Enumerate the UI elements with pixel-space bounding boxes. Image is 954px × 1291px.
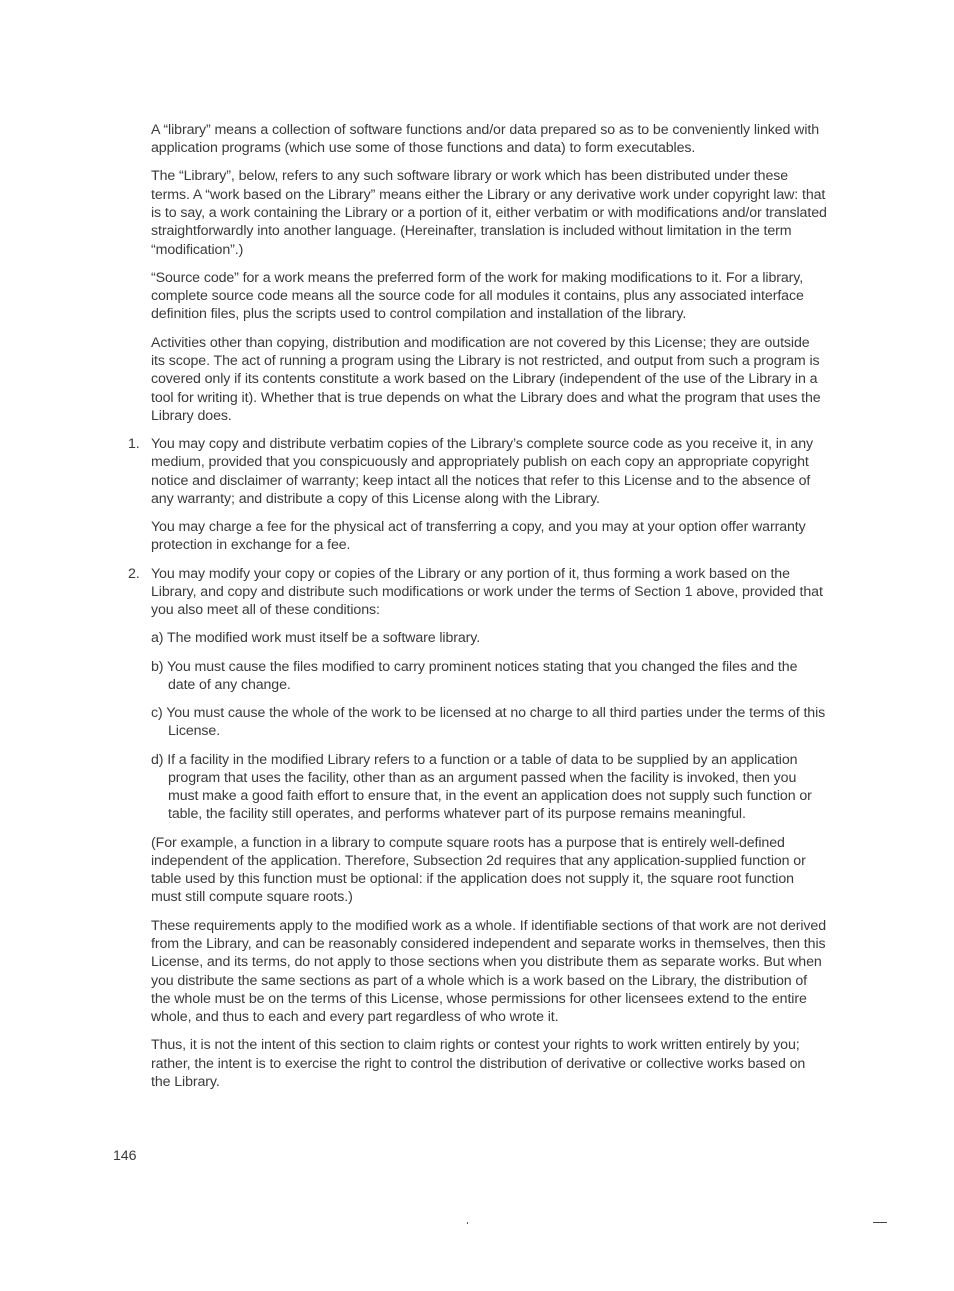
- section-2-intent: Thus, it is not the intent of this section to claim rights or contest your rights to work written entirely by you; rather, the intent is to exercise the right to control the distribution of derivative or collective works based on the Library.: [151, 1037, 806, 1090]
- condition-d: d) If a facility in the modified Library refers to a function or a table of data to be supplied by an application program that uses the facility, other than as an argument passed when the facility is invoked, then you must make a good faith effort to ensure that, in the event an application does not supply such function or table, the facility still operates, and performs whatever part of its purpose remains meaningful.: [151, 751, 812, 823]
- section-1: [128, 435, 827, 555]
- section-2-example: (For example, a function in a library to compute square roots has a purpose that is entirely well-defined independent of the application. Therefore, Subsection 2d requires that any application-supplied function or table used by this function must be optional: if the application does not supply it, the square root function must still compute square roots.): [151, 834, 806, 906]
- section-2-number: 2.: [128, 565, 140, 582]
- paragraph-source-code: “Source code” for a work means the preferred form of the work for making modifications to it. For a library, complete source code means all the source code for all modules it contains, plus any associated interface definition files, plus the scripts used to control compilation and installation of the library.: [151, 269, 804, 323]
- section-1-text: You may copy and distribute verbatim copies of the Library’s complete source code as you receive it, in any medium, provided that you conspicuously and appropriately publish on each copy an appropriate copyright notice and disclaimer of warranty; keep intact all the notices that refer to this License and to the absence of any warranty; and distribute a copy of this License along with the Library.: [151, 436, 813, 507]
- crop-mark-line: [873, 1222, 887, 1223]
- condition-c: c) You must cause the whole of the work to be licensed at no charge to all third parties under the terms of this License.: [151, 705, 826, 740]
- condition-b: b) You must cause the files modified to carry prominent notices stating that you changed the files and the date of any change.: [151, 658, 798, 693]
- page-content: [128, 121, 827, 1101]
- section-2-requirements: These requirements apply to the modified work as a whole. If identifiable sections of that work are not derived from the Library, and can be reasonably considered independent and separate works in themselves, then this License, and its terms, do not apply to those sections when you distribute them as separate works. But when you distribute the same sections as part of a whole which is a work based on the Library, the distribution of the whole must be on the terms of this License, whose permissions for other licensees extend to the entire whole, and thus to each and every part regardless of who wrote it.: [151, 917, 826, 1026]
- section-1-followup: You may charge a fee for the physical act of transferring a copy, and you may at your option offer warranty protection in exchange for a fee.: [151, 519, 806, 554]
- section-1-number: 1.: [128, 436, 140, 453]
- paragraph-activities: Activities other than copying, distribution and modification are not covered by this License; they are outside its scope. The act of running a program using the Library is not restricted, and output from such a program is covered only if its contents constitute a work based on the Library (independent of the use of the Library in a tool for writing it). Whether that is true depends on what the Library does and what the program that uses the Library does.: [151, 334, 821, 424]
- section-2: [128, 565, 827, 1092]
- section-2-text: You may modify your copy or copies of the Library or any portion of it, thus forming a work based on the Library, and copy and distribute such modifications or work under the terms of Section 1 above, provided that you also meet all of these conditions:: [151, 565, 823, 619]
- crop-mark-dot: [467, 1222, 468, 1224]
- condition-a: a) The modified work must itself be a software library.: [151, 630, 481, 647]
- page-number: 146: [113, 1148, 137, 1164]
- paragraph-library-terms: The “Library”, below, refers to any such software library or work which has been distributed under these terms. A “work based on the Library” means either the Library or any derivative work under copyright law: that is to say, a work containing the Library or a portion of it, either verbatim or with modifications and/or translated straightforwardly into another language. (Hereinafter, translation is included without limitation in the term “modification”.): [151, 168, 827, 258]
- paragraph-library-definition: A “library” means a collection of software functions and/or data prepared so as to be conveniently linked with application programs (which use some of those functions and data) to form executables.: [151, 122, 820, 157]
